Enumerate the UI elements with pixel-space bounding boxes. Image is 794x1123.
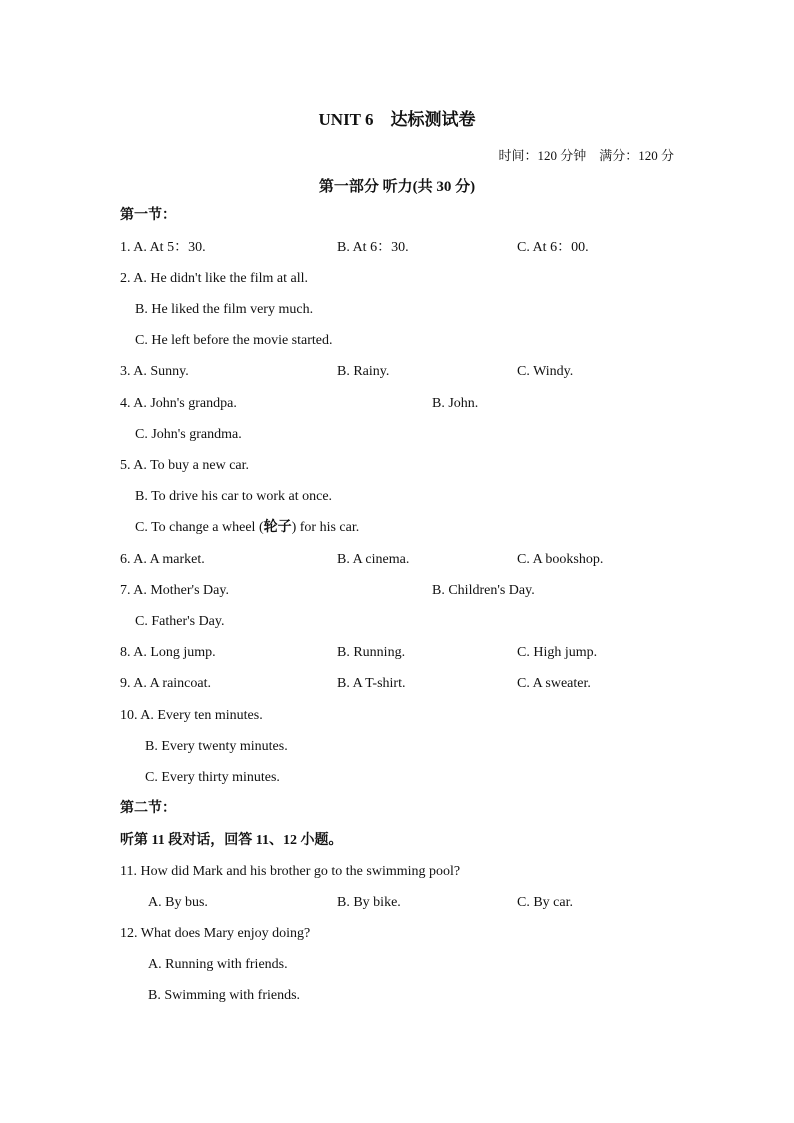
q1-option-c: C. At 6：00.: [517, 240, 589, 255]
q9-option-c: C. A sweater.: [517, 676, 591, 691]
q5-option-a: 5. A. To buy a new car.: [120, 458, 250, 473]
q9-option-b: B. A T-shirt.: [337, 676, 406, 691]
q8-option-c: C. High jump.: [517, 645, 598, 660]
q4-option-b: B. John.: [432, 396, 479, 411]
q1-option-b: B. At 6：30.: [337, 240, 409, 255]
q1-option-a: 1. A. At 5：30.: [120, 240, 206, 255]
q2-option-b: B. He liked the film very much.: [135, 302, 314, 317]
q10-option-c: C. Every thirty minutes.: [145, 770, 280, 785]
q2-option-c: C. He left before the movie started.: [135, 333, 333, 348]
q3-option-c: C. Windy.: [517, 364, 574, 379]
q11-stem: 11. How did Mark and his brother go to the swimming pool?: [120, 864, 461, 879]
part-title: 第一部分 听力(共 30 分): [318, 179, 476, 195]
q5-option-c-post: ) for his car.: [291, 520, 360, 535]
q8-option-a: 8. A. Long jump.: [120, 645, 216, 660]
q5-option-c-gloss: 轮子: [263, 520, 292, 535]
page-title: UNIT 6 达标测试卷: [318, 110, 476, 129]
q12-stem: 12. What does Mary enjoy doing?: [120, 926, 311, 941]
q9-option-a: 9. A. A raincoat.: [120, 676, 211, 691]
q6-option-a: 6. A. A market.: [120, 552, 205, 567]
q10-option-b: B. Every twenty minutes.: [145, 739, 288, 754]
q2-option-a: 2. A. He didn't like the film at all.: [120, 271, 308, 286]
section-heading-2: 第二节：: [120, 801, 176, 816]
q4-option-c: C. John's grandma.: [135, 427, 242, 442]
q7-option-b: B. Children's Day.: [432, 583, 535, 598]
q12-option-a: A. Running with friends.: [148, 957, 288, 972]
q5-option-c-pre: C. To change a wheel (: [135, 520, 264, 535]
section-instruction: 听第 11 段对话，回答 11、12 小题。: [120, 833, 343, 848]
q4-option-a: 4. A. John's grandpa.: [120, 396, 237, 411]
q5-option-b: B. To drive his car to work at once.: [135, 489, 333, 504]
q3-option-b: B. Rainy.: [337, 364, 390, 379]
q7-option-c: C. Father's Day.: [135, 614, 225, 629]
q6-option-c: C. A bookshop.: [517, 552, 604, 567]
q3-option-a: 3. A. Sunny.: [120, 364, 189, 379]
q12-option-b: B. Swimming with friends.: [148, 988, 301, 1003]
q7-option-a: 7. A. Mother's Day.: [120, 583, 229, 598]
q11-option-b: B. By bike.: [337, 895, 401, 910]
exam-meta: 时间：120 分钟 满分：120 分: [498, 148, 674, 163]
q10-option-a: 10. A. Every ten minutes.: [120, 708, 263, 723]
q11-option-c: C. By car.: [517, 895, 573, 910]
q8-option-b: B. Running.: [337, 645, 406, 660]
section-heading-1: 第一节：: [120, 208, 176, 223]
q6-option-b: B. A cinema.: [337, 552, 410, 567]
q11-option-a: A. By bus.: [148, 895, 208, 910]
q5-option-c: [135, 519, 359, 537]
